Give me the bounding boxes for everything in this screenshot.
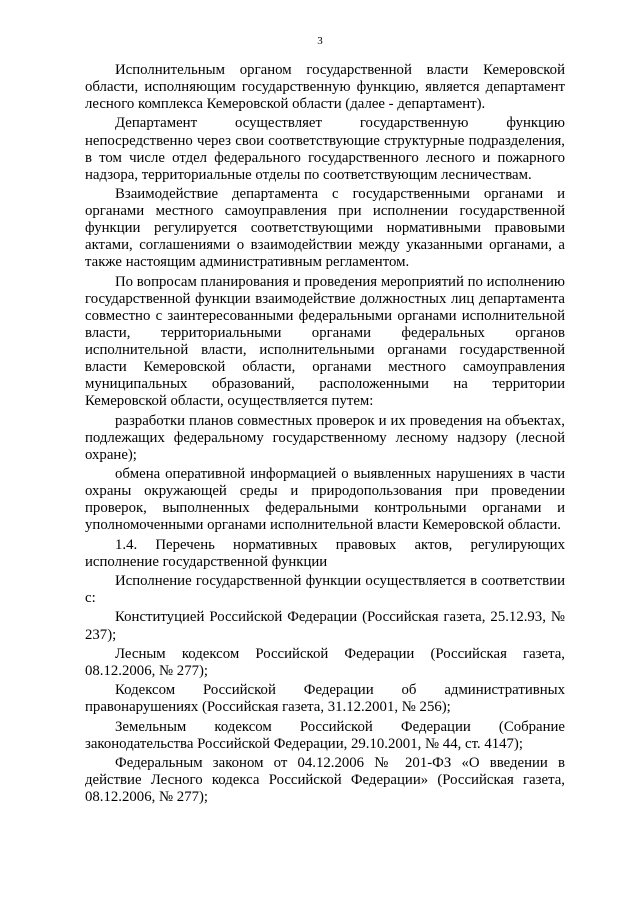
paragraph-legal-basis-intro: Исполнение государственной функции осуществляется в соответствии с: (85, 573, 565, 607)
paragraph-interaction: Взаимодействие департамента с государственными органами и органами местного самоуправления при исполнении государственной функции регулируется соответствующими нормативными правовыми актами, соглашениями о взаимодействии между указанными органами, а также настоящим административным регламентом. (85, 186, 565, 271)
paragraph-department-structure: Департамент осуществляет государственную функцию непосредственно через свои соответствующие структурные подразделения, в том числе отдел федерального государственного лесного и пожарного надзора, территориальные отделы по соответствующим лесничествам. (85, 115, 565, 183)
paragraph-joint-inspections: разработки планов совместных проверок и их проведения на объектах, подлежащих федеральному государственному лесному надзору (лесной охране); (85, 412, 565, 463)
paragraph-executive-body: Исполнительным органом государственной власти Кемеровской области, исполняющим государственную функцию, является департамент лесного комплекса Кемеровской области (далее - департамент). (85, 62, 565, 113)
paragraph-information-exchange: обмена оперативной информацией о выявленных нарушениях в части охраны окружающей среды и природопользования при проведении проверок, выполненных федеральными контрольными органами и уполномоченными органами исполнительной власти Кемеровской области. (85, 466, 565, 534)
section-heading-1-4: 1.4. Перечень нормативных правовых актов, регулирующих исполнение государственной функции (85, 536, 565, 570)
list-item-federal-law-201: Федеральным законом от 04.12.2006 № 201-ФЗ «О введении в действие Лесного кодекса Российской Федерации» (Российская газета, 08.12.2006, № 277); (85, 754, 565, 806)
list-item-administrative-code: Кодексом Российской Федерации об административных правонарушениях (Российская газета, 31.12.2001, № 256); (85, 682, 565, 716)
list-item-land-code: Земельным кодексом Российской Федерации (Собрание законодательства Российской Федерации, 29.10.2001, № 44, ст. 4147); (85, 718, 565, 752)
list-item-constitution: Конституцией Российской Федерации (Российская газета, 25.12.93, № 237); (85, 609, 565, 643)
paragraph-planning: По вопросам планирования и проведения мероприятий по исполнению государственной функции взаимодействие должностных лиц департамента совместно с заинтересованными федеральными органами исполнительной власти, территориальными органами федеральных органов исполнительной власти, исполнительными органами государственной власти Кемеровской области, органами местного самоуправления муниципальных образований, расположенными на территории Кемеровской области, осуществляется путем: (85, 273, 565, 410)
body-text (85, 62, 565, 808)
page-number: 3 (317, 35, 323, 47)
list-item-forest-code: Лесным кодексом Российской Федерации (Российская газета, 08.12.2006, № 277); (85, 645, 565, 679)
